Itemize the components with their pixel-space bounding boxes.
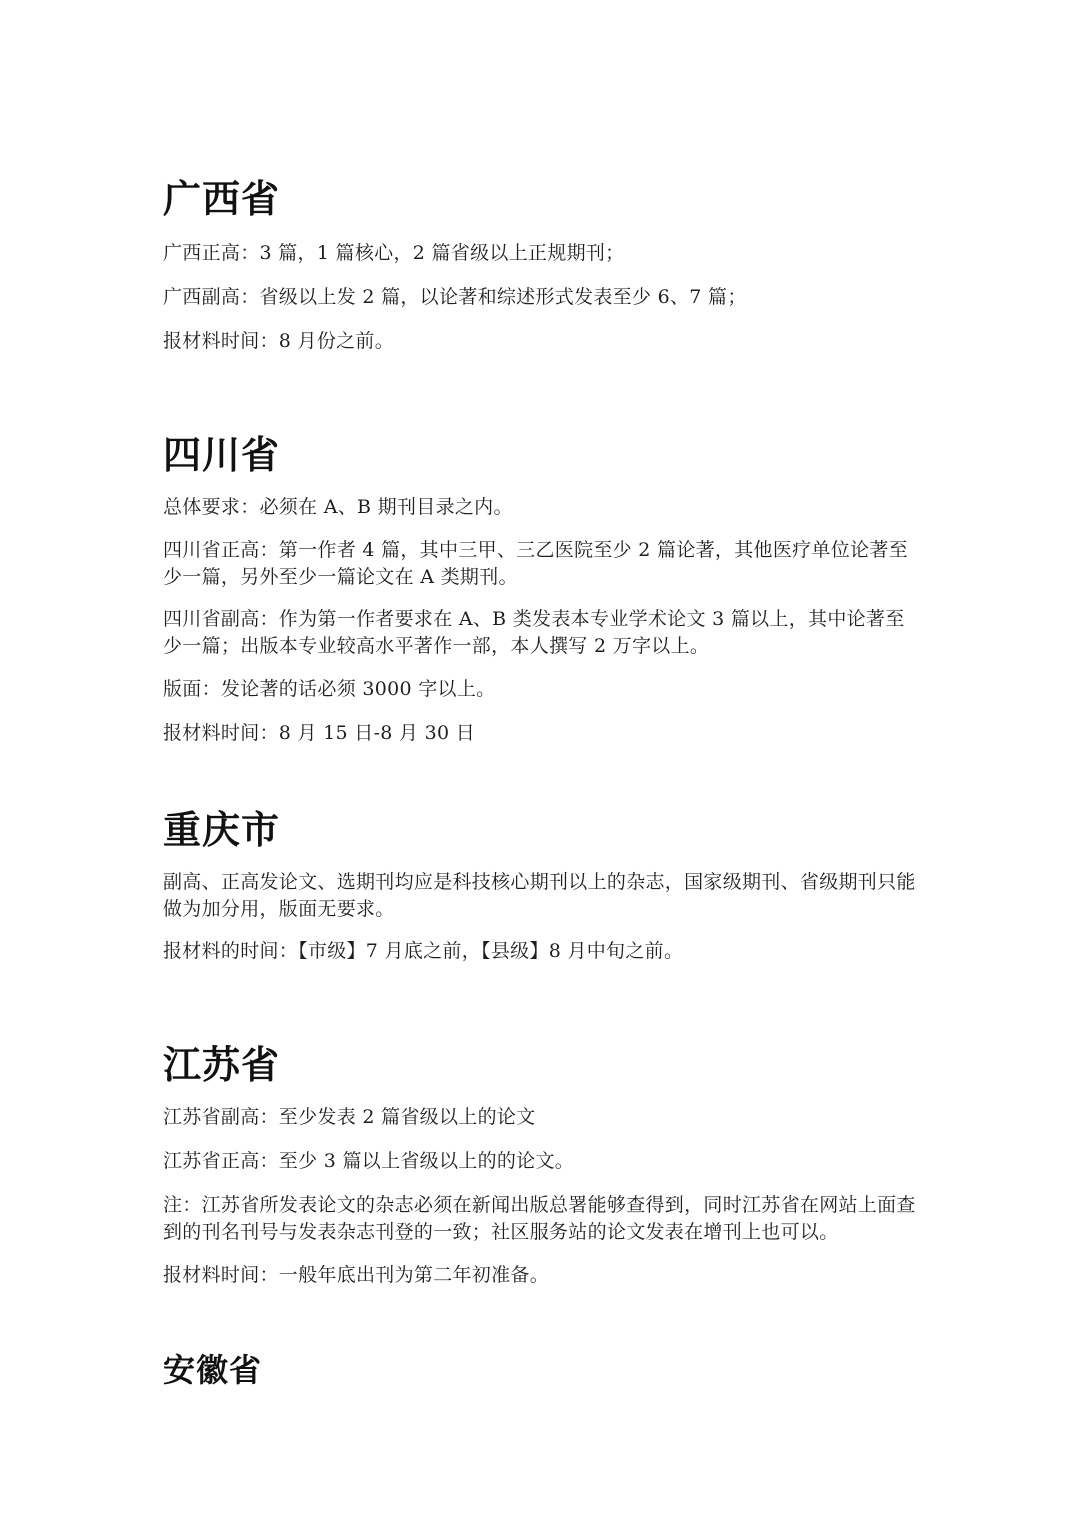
paragraph-sichuan-deadline: 报材料时间：8 月 15 日-8 月 30 日 — [163, 722, 476, 744]
paragraph-guangxi-associate: 广西副高：省级以上发 2 篇，以论著和综述形式发表至少 6、7 篇； — [163, 286, 747, 308]
paragraph-jiangsu-note: 注：江苏省所发表论文的杂志必须在新闻出版总署能够查得到，同时江苏省在网站上面查到的刊名刊号与发表杂志刊登的一致；社区服务站的论文发表在增刊上也可以。 — [163, 1194, 916, 1243]
section-title-jiangsu: 江苏省 — [163, 1043, 281, 1087]
paragraph-chongqing-deadline: 报材料的时间：【市级】7 月底之前，【县级】8 月中旬之前。 — [163, 940, 684, 962]
paragraph-sichuan-general: 总体要求：必须在 A、B 期刊目录之内。 — [163, 496, 513, 518]
paragraph-jiangsu-senior: 江苏省正高：至少 3 篇以上省级以上的的论文。 — [163, 1150, 575, 1172]
paragraph-sichuan-layout: 版面：发论著的话必须 3000 字以上。 — [163, 678, 496, 700]
paragraph-jiangsu-deadline: 报材料时间：一般年底出刊为第二年初准备。 — [163, 1264, 550, 1286]
section-title-anhui: 安徽省 — [163, 1351, 263, 1389]
paragraph-guangxi-deadline: 报材料时间：8 月份之前。 — [163, 330, 395, 352]
paragraph-chongqing-requirements: 副高、正高发论文、选期刊均应是科技核心期刊以上的杂志，国家级期刊、省级期刊只能做为加分用，版面无要求。 — [163, 871, 916, 920]
paragraph-guangxi-senior: 广西正高：3 篇，1 篇核心，2 篇省级以上正规期刊； — [163, 242, 625, 264]
section-title-chongqing: 重庆市 — [163, 808, 281, 852]
paragraph-jiangsu-associate: 江苏省副高：至少发表 2 篇省级以上的论文 — [163, 1106, 536, 1128]
section-title-guangxi: 广西省 — [163, 177, 281, 221]
paragraph-sichuan-senior: 四川省正高：第一作者 4 篇，其中三甲、三乙医院至少 2 篇论著，其他医疗单位论著至少一篇，另外至少一篇论文在 A 类期刊。 — [163, 539, 908, 588]
section-title-sichuan: 四川省 — [163, 433, 281, 477]
paragraph-sichuan-associate: 四川省副高：作为第一作者要求在 A、B 类发表本专业学术论文 3 篇以上，其中论著至少一篇；出版本专业较高水平著作一部，本人撰写 2 万字以上。 — [163, 608, 905, 657]
